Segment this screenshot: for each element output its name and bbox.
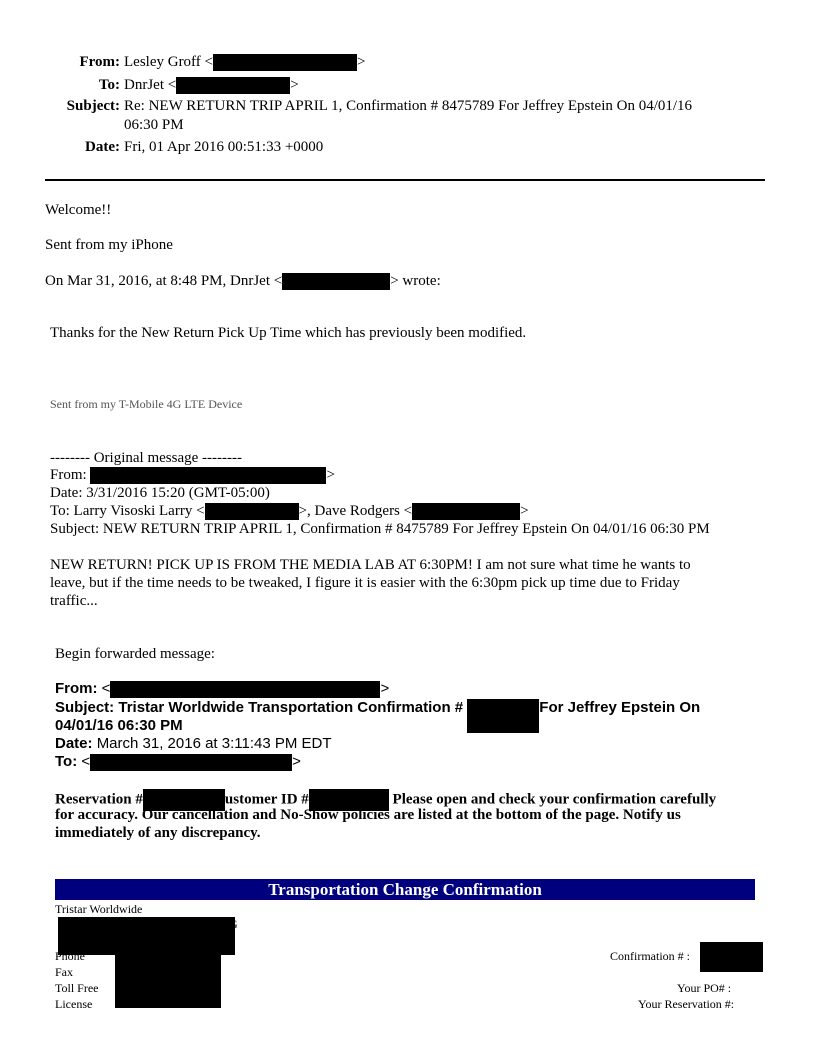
thanks-text: Thanks for the New Return Pick Up Time which has previously been modified. (50, 325, 527, 341)
new-return-line-2: leave, but if the time needs to be tweaked, I figure it is easier with the 6:30pm pick up time due to Friday (50, 575, 680, 591)
orig-from-label: From: (50, 467, 87, 483)
reservation-line-2: for accuracy. Our cancellation and No-Show policies are listed at the bottom of the page. Notify us (55, 807, 681, 823)
to-close: > (290, 77, 299, 93)
from-value (124, 54, 365, 71)
redaction-block-confirmation (700, 942, 763, 972)
redaction-block (110, 681, 380, 698)
redaction-block (176, 77, 290, 94)
from-sender-name: Lesley Groff < (124, 54, 213, 70)
company-name: Tristar Worldwide (55, 902, 143, 916)
license-label: License (55, 997, 93, 1011)
sent-from-tmobile: Sent from my T-Mobile 4G LTE Device (50, 397, 243, 411)
redaction-block (213, 54, 357, 71)
new-return-line-3: traffic... (50, 593, 98, 609)
redaction-block (205, 503, 299, 520)
original-message-divider: -------- Original message -------- (50, 450, 242, 466)
subject-label: Subject: (66, 98, 120, 114)
orig-date-line: Date: 3/31/2016 15:20 (GMT-05:00) (50, 485, 270, 501)
date-value: Fri, 01 Apr 2016 00:51:33 +0000 (124, 139, 324, 155)
orig-from-line (50, 467, 335, 484)
orig-to-line (50, 503, 529, 520)
fwd-from-close: > (380, 680, 390, 697)
fwd-subject-label: Subject: (55, 699, 115, 716)
fwd-to-pre: < (81, 753, 91, 770)
begin-forwarded: Begin forwarded message: (55, 646, 215, 662)
redaction-block (282, 273, 390, 290)
on-wrote-pre: On Mar 31, 2016, at 8:48 PM, DnrJet < (45, 273, 283, 289)
subject-line-1: Re: NEW RETURN TRIP APRIL 1, Confirmation # 8475789 For Jeffrey Epstein On 04/01/16 (124, 98, 693, 114)
on-wrote-line (45, 273, 441, 290)
redaction-block (467, 699, 539, 733)
toll-free-label: Toll Free (55, 981, 99, 995)
to-label: To: (98, 77, 120, 93)
reservation-instructions: Please open and check your confirmation carefully (388, 791, 717, 808)
subject-line-2: 06:30 PM (124, 117, 184, 133)
redaction-block-contacts (115, 955, 221, 1008)
from-label: From: (79, 54, 120, 70)
fwd-from-label: From: (55, 680, 98, 697)
date-label: Date: (85, 139, 120, 155)
your-po-label: Your PO# : (677, 981, 732, 995)
reservation-label: Reservation # (55, 791, 143, 808)
orig-to-close: > (520, 503, 529, 519)
customer-id-label: ustomer ID # (224, 791, 309, 808)
orig-subject-line: Subject: NEW RETURN TRIP APRIL 1, Confirmation # 8475789 For Jeffrey Epstein On 04/01/16 06:30 PM (50, 521, 710, 537)
header-divider (45, 179, 765, 181)
orig-to-pre: To: Larry Visoski Larry < (50, 503, 205, 519)
address-fragment-g: G (229, 917, 238, 931)
sent-from-iphone: Sent from my iPhone (45, 237, 173, 253)
from-close: > (357, 54, 366, 70)
your-reservation-label: Your Reservation #: (638, 997, 735, 1011)
orig-to-mid: >, Dave Rodgers < (298, 503, 413, 519)
fwd-to-close: > (292, 753, 301, 770)
orig-from-close: > (326, 467, 335, 483)
fwd-date-line (55, 735, 332, 752)
new-return-line-1: NEW RETURN! PICK UP IS FROM THE MEDIA LAB AT 6:30PM! I am not sure what time he wants to (50, 557, 691, 573)
fwd-date-value: March 31, 2016 at 3:11:43 PM EDT (96, 735, 332, 752)
fwd-to-line (55, 753, 301, 771)
confirmation-banner: Transportation Change Confirmation (55, 879, 755, 900)
phone-label: Phone (55, 949, 85, 963)
on-wrote-post: > wrote: (390, 273, 441, 289)
to-recipient-name: DnrJet < (124, 77, 177, 93)
confirmation-number-label: Confirmation # : (610, 949, 690, 963)
fwd-from-pre: < (101, 680, 111, 697)
redaction-block (90, 467, 326, 484)
fwd-subject-pre: Tristar Worldwide Transportation Confirmation # (118, 699, 464, 716)
fwd-subject-post: For Jeffrey Epstein On (539, 699, 701, 716)
to-value (124, 77, 299, 94)
redaction-block (412, 503, 520, 520)
fwd-subject-line-2: 04/01/16 06:30 PM (55, 717, 183, 734)
fax-label: Fax (55, 965, 73, 979)
welcome-text: Welcome!! (45, 202, 112, 218)
fwd-date-label: Date: (55, 735, 93, 752)
fwd-from-line (55, 680, 389, 698)
fwd-to-label: To: (55, 753, 78, 770)
redaction-block (90, 754, 292, 771)
reservation-line-3: immediately of any discrepancy. (55, 825, 261, 841)
